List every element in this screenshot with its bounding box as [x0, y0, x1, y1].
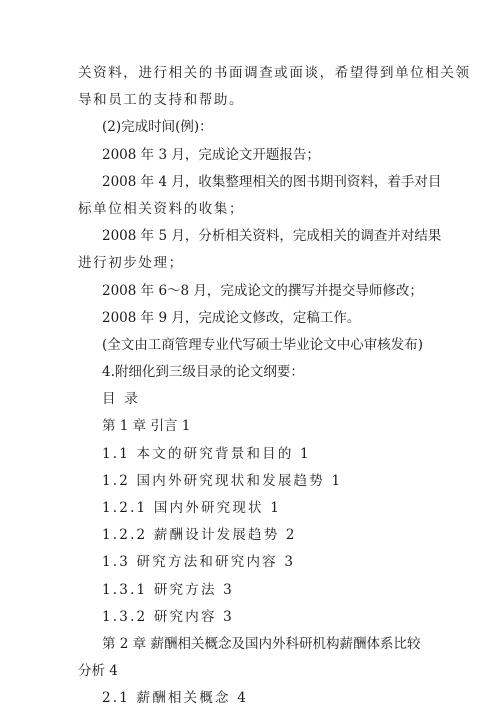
toc-entry: 1.2.1 国内外研究现状 1 [102, 500, 282, 516]
toc-entry: 1.3 研究方法和研究内容 3 [102, 554, 296, 571]
schedule-item-continuation: 标单位相关资料的收集； [78, 200, 245, 217]
schedule-item: 2008 年 3 月，完成论文开题报告； [102, 146, 320, 163]
paragraph-line: 导和员工的支持和帮助。 [78, 92, 245, 109]
schedule-item: 2008 年 4 月，收集整理相关的图书期刊资料，着手对目 [102, 173, 442, 190]
section-heading: (2)完成时间(例)： [102, 119, 213, 136]
toc-entry: 1.3.2 研究内容 3 [102, 608, 234, 625]
schedule-item: 2008 年 9 月，完成论文修改，定稿工作。 [102, 309, 361, 326]
section-heading: 4.附细化到三级目录的论文纲要： [102, 364, 304, 381]
toc-entry: 第 2 章 薪酬相关概念及国内外科研机构薪酬体系比较 [102, 635, 421, 652]
document-body [78, 60, 471, 713]
toc-entry: 1.2 国内外研究现状和发展趋势 1 [102, 472, 343, 489]
paragraph-line: 关资料，进行相关的书面调查或面谈，希望得到单位相关领 [78, 65, 471, 81]
toc-entry: 1.3.1 研究方法 3 [102, 581, 234, 598]
toc-title: 目 录 [102, 391, 140, 408]
toc-entry: 第 1 章 引言 1 [102, 418, 191, 435]
toc-entry: 2.1 薪酬相关概念 4 [102, 690, 249, 707]
schedule-item: 2008 年 6～8 月，完成论文的撰写并提交导师修改； [102, 282, 423, 299]
schedule-item-continuation: 进行初步处理； [78, 255, 184, 272]
toc-entry: 1.2.2 薪酬设计发展趋势 2 [102, 527, 297, 544]
schedule-item: 2008 年 5 月，分析相关资料，完成相关的调查并对结果 [102, 228, 442, 245]
toc-entry: 1.1 本文的研究背景和目的 1 [102, 445, 311, 462]
toc-entry-continuation: 分析 4 [78, 663, 118, 680]
source-note: (全文由工商管理专业代写硕士毕业论文中心审核发布) [102, 336, 424, 353]
